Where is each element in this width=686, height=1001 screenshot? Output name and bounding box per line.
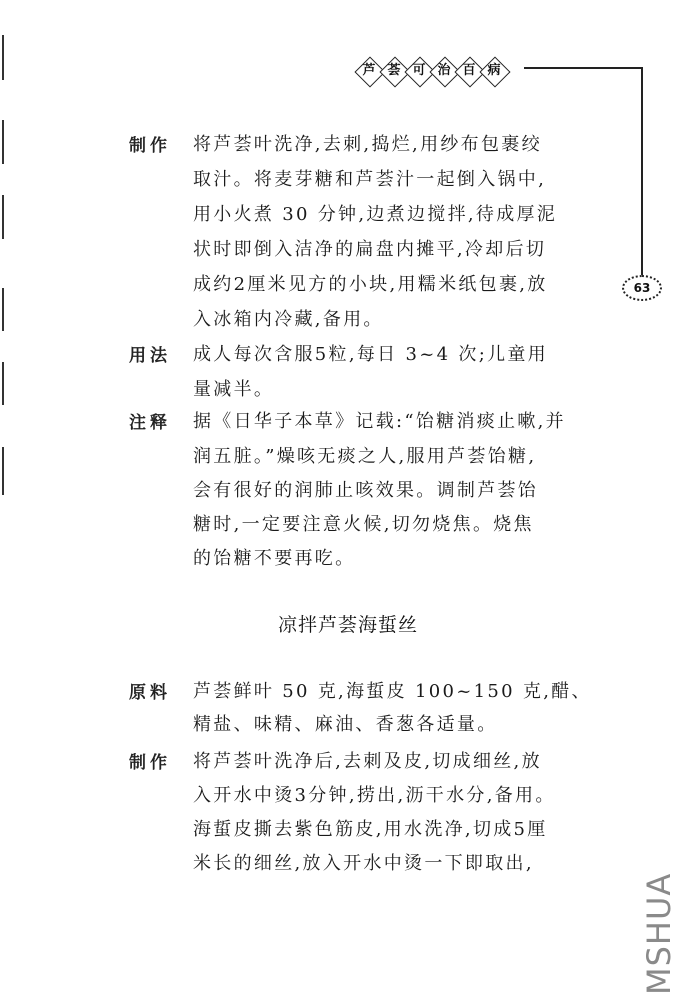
text-line: 海蜇皮撕去紫色筋皮,用水洗净,切成5厘 <box>193 819 548 840</box>
header-diamond <box>356 56 381 88</box>
margin-line <box>2 195 4 239</box>
header-diamond <box>431 56 456 88</box>
text-line: 成约2厘米见方的小块,用糯米纸包裹,放 <box>193 274 548 295</box>
header-diamond <box>406 56 431 88</box>
text-line: 据《日华子本草》记载:“饴糖消痰止嗽,并 <box>193 411 566 432</box>
margin-line <box>2 447 4 495</box>
watermark: MSHUA <box>640 872 678 995</box>
header-char: 芦 <box>362 63 376 78</box>
text-line: 将芦荟叶洗净后,去刺及皮,切成细丝,放 <box>193 751 542 772</box>
header-diamond <box>381 56 406 88</box>
header-char: 治 <box>437 63 451 78</box>
entry-label-ingredients: 原料 <box>129 683 171 703</box>
text-line: 精盐、味精、麻油、香葱各适量。 <box>193 714 498 735</box>
header-char: 百 <box>462 63 476 78</box>
page-number: 63 <box>622 275 662 301</box>
entry-label-preparation: 制作 <box>129 136 171 156</box>
header-diamond <box>481 56 506 88</box>
header-rule-vertical <box>641 67 643 275</box>
text-line: 用小火煮 30 分钟,边煮边搅拌,待成厚泥 <box>193 204 558 225</box>
running-header-book-title <box>356 56 506 88</box>
text-line: 会有很好的润肺止咳效果。调制芦荟饴 <box>193 480 539 501</box>
header-char: 可 <box>412 63 426 78</box>
header-rule <box>524 67 642 69</box>
text-line: 将芦荟叶洗净,去刺,捣烂,用纱布包裹绞 <box>193 134 542 155</box>
header-char: 病 <box>487 63 501 78</box>
recipe-title: 凉拌芦荟海蜇丝 <box>277 614 418 636</box>
margin-line <box>2 35 4 80</box>
text-line: 成人每次含服5粒,每日 3~4 次;儿童用 <box>193 344 548 365</box>
header-char: 荟 <box>387 63 401 78</box>
text-line: 润五脏。”燥咳无痰之人,服用芦荟饴糖, <box>193 446 537 467</box>
text-line: 量减半。 <box>193 379 275 400</box>
entry-label-usage: 用法 <box>129 346 171 366</box>
text-line: 糖时,一定要注意火候,切勿烧焦。烧焦 <box>193 514 534 535</box>
entry-label-notes: 注释 <box>129 413 171 433</box>
text-line: 取汁。将麦芽糖和芦荟汁一起倒入锅中, <box>193 169 547 190</box>
text-line: 入冰箱内冷藏,备用。 <box>193 309 384 330</box>
text-line: 米长的细丝,放入开水中烫一下即取出, <box>193 853 534 874</box>
header-diamond <box>456 56 481 88</box>
margin-line <box>2 362 4 405</box>
margin-line <box>2 120 4 164</box>
text-line: 的饴糖不要再吃。 <box>193 548 356 569</box>
margin-line <box>2 288 4 331</box>
entry-label-preparation: 制作 <box>129 753 171 773</box>
text-line: 状时即倒入洁净的扁盘内摊平,冷却后切 <box>193 239 547 260</box>
text-line: 芦荟鲜叶 50 克,海蜇皮 100~150 克,醋、 <box>193 681 592 702</box>
text-line: 入开水中烫3分钟,捞出,沥干水分,备用。 <box>193 785 556 806</box>
